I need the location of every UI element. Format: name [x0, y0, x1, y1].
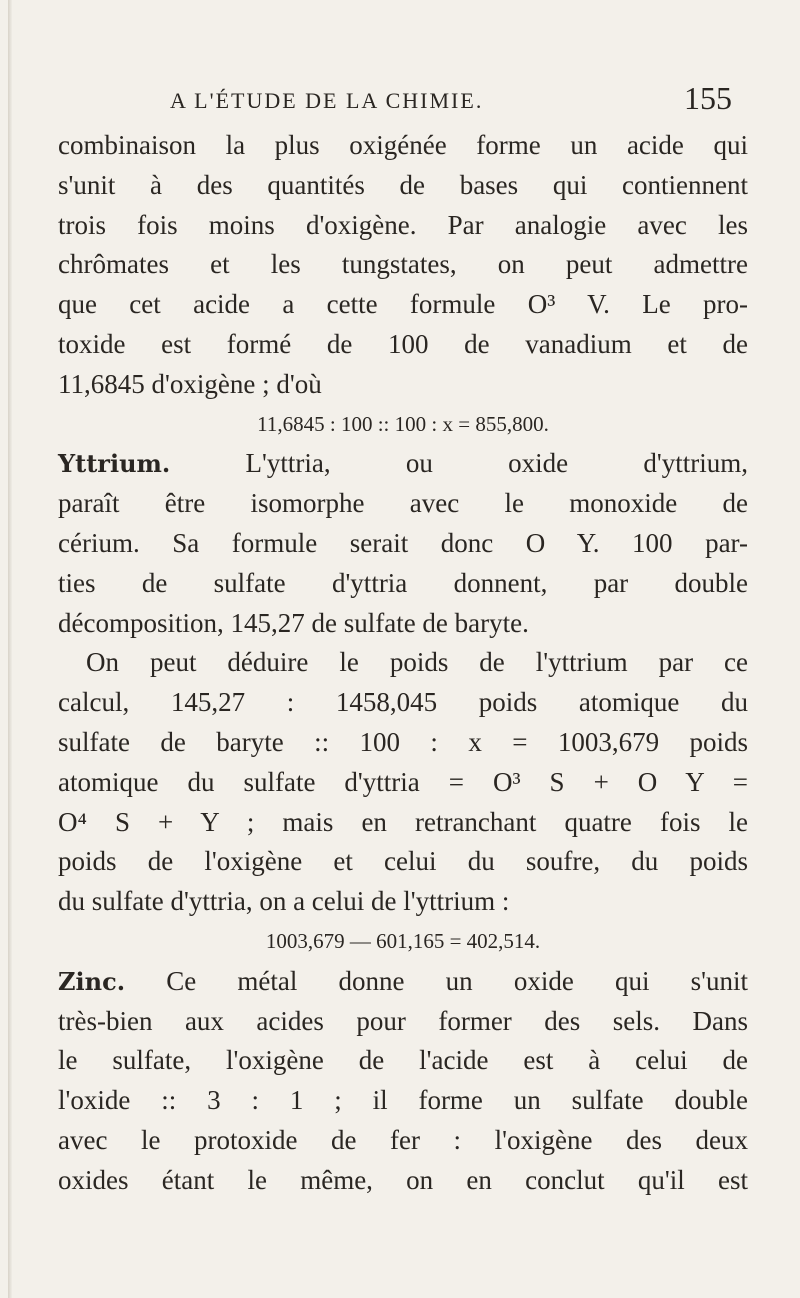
- text-line-content: Ce métal donne un oxide qui s'unit: [125, 965, 748, 996]
- text-line: combinaison la plus oxigénée forme un acide qui: [58, 130, 748, 160]
- body-text: [58, 126, 748, 1201]
- text-line: ties de sulfate d'yttria donnent, par double: [58, 567, 748, 598]
- text-line: très-bien aux acides pour former des sels. Dans: [58, 1005, 748, 1036]
- text-line: poids de l'oxigène et celui du soufre, du poids: [58, 846, 748, 877]
- text-line: que cet acide a cette formule O³ V. Le pro-: [58, 289, 748, 320]
- equation-line: 1003,679 — 601,165 = 402,514.: [265, 928, 541, 953]
- text-line: l'oxide :: 3 : 1 ; il forme un sulfate double: [58, 1085, 748, 1116]
- text-line: 11,6845 d'oxigène ; d'où: [58, 368, 322, 399]
- page-edge: [8, 0, 12, 1298]
- text-line: chrômates et les tungstates, on peut admettre: [58, 249, 748, 280]
- text-line: atomique du sulfate d'yttria = O³ S + O Y =: [58, 766, 748, 797]
- section-heading-zinc: Zinc.: [58, 966, 126, 996]
- running-title: A L'ÉTUDE DE LA CHIMIE.: [170, 88, 484, 113]
- page-number: 155: [684, 80, 732, 116]
- text-line: sulfate de baryte :: 100 : x = 1003,679 poids: [58, 726, 748, 757]
- text-line: toxide est formé de 100 de vanadium et de: [58, 328, 748, 359]
- text-line: s'unit à des quantités de bases qui contiennent: [58, 169, 748, 200]
- text-line: du sulfate d'yttria, on a celui de l'yttrium :: [58, 886, 510, 917]
- text-line: le sulfate, l'oxigène de l'acide est à celui de: [58, 1045, 748, 1076]
- text-line: calcul, 145,27 : 1458,045 poids atomique du: [58, 687, 748, 718]
- text-line: avec le protoxide de fer : l'oxigène des deux: [58, 1124, 748, 1155]
- text-line: oxides étant le même, on en conclut qu'il est: [58, 1164, 748, 1195]
- text-line: On peut déduire le poids de l'yttrium par ce: [86, 647, 748, 678]
- text-line: O⁴ S + Y ; mais en retranchant quatre fois le: [58, 806, 748, 837]
- equation-line: 11,6845 : 100 :: 100 : x = 855,800.: [257, 411, 549, 436]
- text-line: [58, 444, 748, 484]
- text-line: cérium. Sa formule serait donc O Y. 100 par-: [58, 527, 748, 558]
- text-line: trois fois moins d'oxigène. Par analogie avec les: [58, 209, 748, 240]
- text-line: [58, 962, 748, 1002]
- text-line: décomposition, 145,27 de sulfate de baryte.: [58, 607, 529, 638]
- text-line-content: L'yttria, ou oxide d'yttrium,: [170, 448, 748, 479]
- running-head: [60, 80, 732, 120]
- section-heading-yttrium: Yttrium.: [58, 449, 171, 479]
- text-line: paraît être isomorphe avec le monoxide de: [58, 488, 748, 519]
